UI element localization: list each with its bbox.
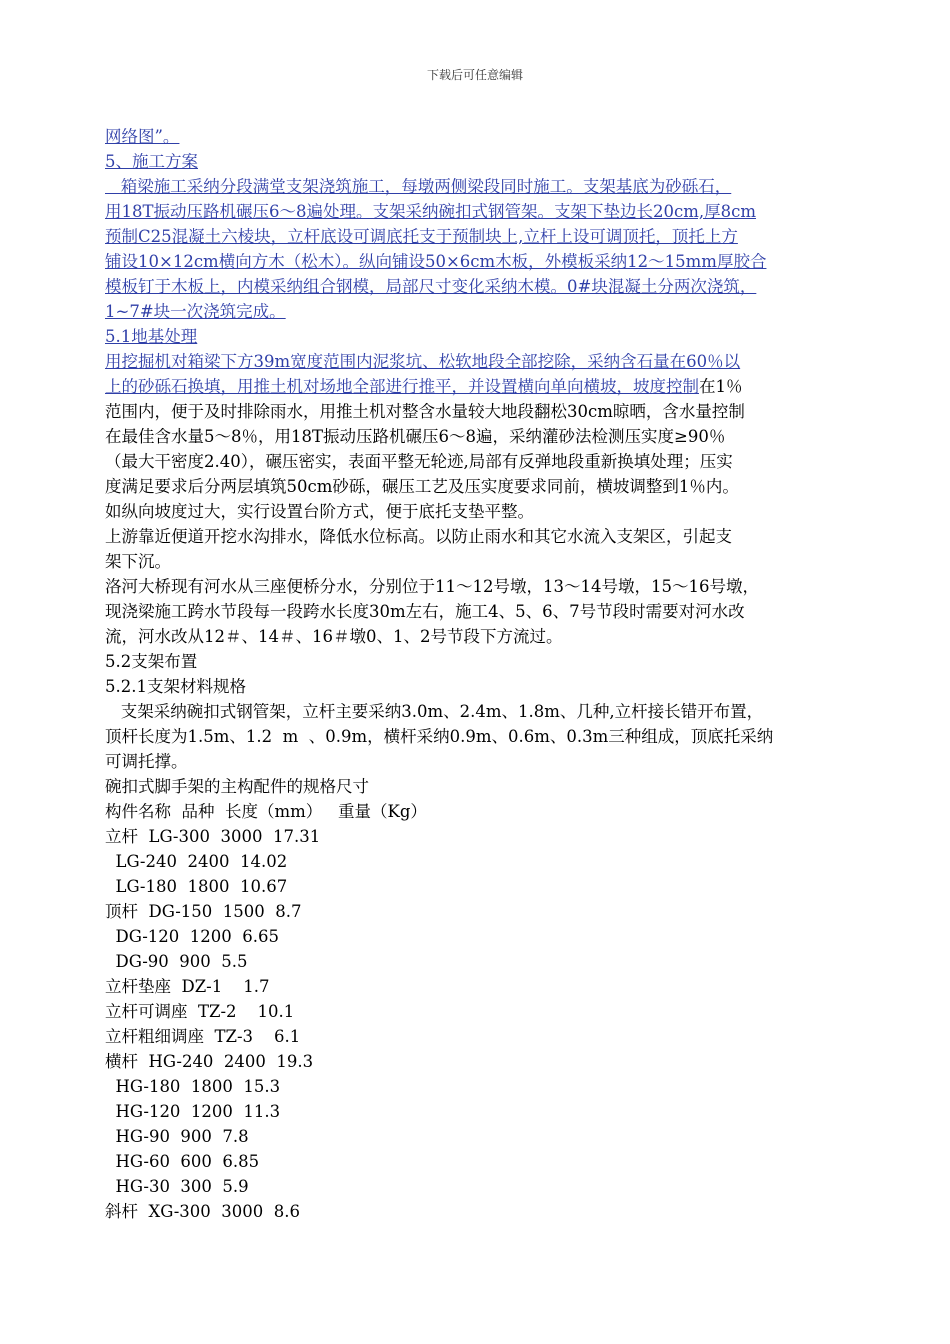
text-line xyxy=(105,274,850,299)
text-line xyxy=(105,599,850,624)
text-line xyxy=(105,1099,850,1124)
text-line xyxy=(105,549,850,574)
text-line xyxy=(105,399,850,424)
body-text: 范围内，便于及时排除雨水，用推土机对整含水量较大地段翻松30cm晾晒，含水量控制 xyxy=(105,402,745,421)
body-text: 构件名称 品种 长度（mm） 重量（Kg） xyxy=(105,802,427,821)
text-line xyxy=(105,149,850,174)
hyperlink-text[interactable]: 上的砂砾石换填，用推土机对场地全部进行推平，并设置横向单向横坡，坡度控制 xyxy=(105,377,699,396)
body-text: 碗扣式脚手架的主构配件的规格尺寸 xyxy=(105,777,369,796)
body-text: DG-120 1200 6.65 xyxy=(105,927,279,946)
text-line xyxy=(105,674,850,699)
text-line xyxy=(105,624,850,649)
text-line xyxy=(105,374,850,399)
body-text: HG-60 600 6.85 xyxy=(105,1152,260,1171)
body-text: 现浇梁施工跨水节段每一段跨水长度30m左右，施工4、5、6、7号节段时需要对河水改 xyxy=(105,602,745,621)
hyperlink-text[interactable]: 5.1地基处理 xyxy=(105,327,198,346)
body-text: 斜杆 XG-300 3000 8.6 xyxy=(105,1202,301,1221)
body-text: 上游靠近便道开挖水沟排水，降低水位标高。以防止雨水和其它水流入支架区，引起支 xyxy=(105,527,732,546)
text-line xyxy=(105,299,850,324)
body-text: 立杆可调座 TZ-2 10.1 xyxy=(105,1002,295,1021)
body-text: LG-180 1800 10.67 xyxy=(105,877,288,896)
hyperlink-text[interactable]: 模板钉于木板上，内模采纳组合钢模，局部尺寸变化采纳木模。0#块混凝土分两次浇筑， xyxy=(105,277,757,296)
hyperlink-text[interactable]: 用挖掘机对箱梁下方39m宽度范围内泥浆坑、松软地段全部挖除，采纳含石量在60％以 xyxy=(105,352,741,371)
text-line xyxy=(105,1024,850,1049)
body-text: （最大干密度2.40），碾压密实，表面平整无轮迹,局部有反弹地段重新换填处理；压实 xyxy=(105,452,733,471)
body-text: 支架采纳碗扣式钢管架，立杆主要采纳3.0m、2.4m、1.8m、几种,立杆接长错开布置， xyxy=(105,702,764,721)
text-line xyxy=(105,749,850,774)
body-text: 横杆 HG-240 2400 19.3 xyxy=(105,1052,314,1071)
text-line xyxy=(105,249,850,274)
text-line xyxy=(105,1199,850,1224)
page-header: 下载后可任意编辑 xyxy=(426,68,523,82)
text-line xyxy=(105,1074,850,1099)
body-text: 如纵向坡度过大，实行设置台阶方式，便于底托支垫平整。 xyxy=(105,502,534,521)
text-line xyxy=(105,124,850,149)
body-text: 在1％ xyxy=(699,377,743,396)
text-line xyxy=(105,1174,850,1199)
body-text: 立杆垫座 DZ-1 1.7 xyxy=(105,977,270,996)
text-line xyxy=(105,699,850,724)
body-text: 5.2支架布置 xyxy=(105,652,198,671)
text-line xyxy=(105,974,850,999)
text-line xyxy=(105,999,850,1024)
text-line xyxy=(105,1149,850,1174)
hyperlink-text[interactable]: 网络图”。 xyxy=(105,127,180,146)
body-text: HG-180 1800 15.3 xyxy=(105,1077,281,1096)
text-line xyxy=(105,349,850,374)
body-text: 立杆粗细调座 TZ-3 6.1 xyxy=(105,1027,301,1046)
text-line xyxy=(105,574,850,599)
hyperlink-text[interactable]: 箱梁施工采纳分段满堂支架浇筑施工，每墩两侧梁段同时施工。支架基底为砂砾石， xyxy=(105,177,732,196)
text-line xyxy=(105,949,850,974)
body-text: 顶杆长度为1.5m、1.2 m 、0.9m，横杆采纳0.9m、0.6m、0.3m三种组成，顶底托采纳 xyxy=(105,727,774,746)
text-line xyxy=(105,524,850,549)
body-text: HG-30 300 5.9 xyxy=(105,1177,249,1196)
text-line xyxy=(105,1124,850,1149)
text-line xyxy=(105,424,850,449)
text-line xyxy=(105,224,850,249)
body-text: LG-240 2400 14.02 xyxy=(105,852,288,871)
body-text: DG-90 900 5.5 xyxy=(105,952,248,971)
text-line xyxy=(105,499,850,524)
text-line xyxy=(105,799,850,824)
body-text: 顶杆 DG-150 1500 8.7 xyxy=(105,902,302,921)
text-line xyxy=(105,874,850,899)
hyperlink-text[interactable]: 铺设10×12cm横向方木（松木）。纵向铺设50×6cm木板，外模板采纳12～15mm厚胶合 xyxy=(105,252,767,271)
text-line xyxy=(105,449,850,474)
body-text: 度满足要求后分两层填筑50cm砂砾，碾压工艺及压实度要求同前，横坡调整到1％内。 xyxy=(105,477,739,496)
body-text: HG-120 1200 11.3 xyxy=(105,1102,281,1121)
text-line xyxy=(105,724,850,749)
text-line xyxy=(105,174,850,199)
text-line xyxy=(105,324,850,349)
text-line xyxy=(105,924,850,949)
body-text: HG-90 900 7.8 xyxy=(105,1127,249,1146)
text-line xyxy=(105,1049,850,1074)
document-body xyxy=(105,124,850,1224)
text-line xyxy=(105,474,850,499)
hyperlink-text[interactable]: 1~7#块一次浇筑完成。 xyxy=(105,302,286,321)
text-line xyxy=(105,899,850,924)
text-line xyxy=(105,824,850,849)
text-line xyxy=(105,774,850,799)
body-text: 架下沉。 xyxy=(105,552,171,571)
text-line xyxy=(105,849,850,874)
text-line xyxy=(105,649,850,674)
body-text: 5.2.1支架材料规格 xyxy=(105,677,246,696)
body-text: 洛河大桥现有河水从三座便桥分水，分别位于11～12号墩，13～14号墩，15～16号墩， xyxy=(105,577,759,596)
body-text: 可调托撑。 xyxy=(105,752,188,771)
hyperlink-text[interactable]: 预制C25混凝土六棱块，立杆底设可调底托支于预制块上,立杆上设可调顶托，顶托上方 xyxy=(105,227,738,246)
body-text: 流，河水改从12＃、14＃、16＃墩0、1、2号节段下方流过。 xyxy=(105,627,563,646)
body-text: 立杆 LG-300 3000 17.31 xyxy=(105,827,321,846)
text-line xyxy=(105,199,850,224)
hyperlink-text[interactable]: 5、施工方案 xyxy=(105,152,198,171)
body-text: 在最佳含水量5～8％，用18T振动压路机碾压6～8遍，采纳灌砂法检测压实度≥90％ xyxy=(105,427,726,446)
hyperlink-text[interactable]: 用18T振动压路机碾压6～8遍处理。支架采纳碗扣式钢管架。支架下垫边长20cm,厚8cm xyxy=(105,202,757,221)
